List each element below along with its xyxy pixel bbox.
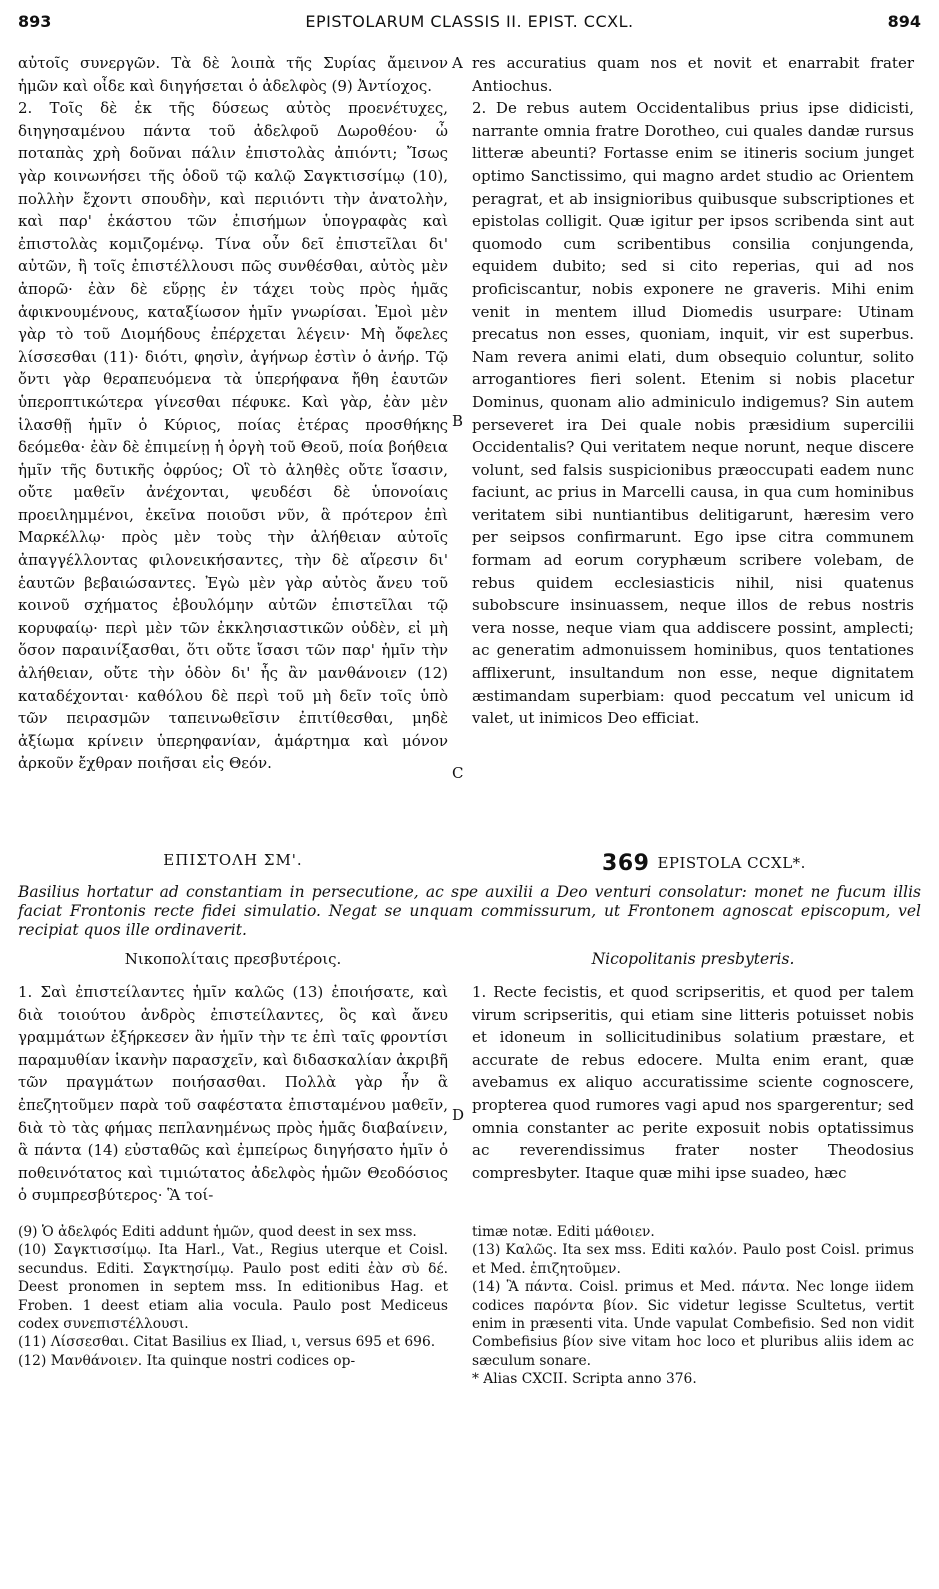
latin-epistle-title: EPISTOLA CCXL*. [657, 854, 806, 872]
prev-letter-greek-column [18, 52, 448, 775]
epistle-latin-column [472, 981, 914, 1184]
right-page-number: 894 [887, 12, 921, 31]
prev-letter-latin-column [472, 52, 914, 730]
latin-paragraph: 1. Recte fecistis, et quod scripseritis, et quod per talem virum scripseritis, qui etiam sine litteris potuisset nobis et idoneum in sollicitudinibus solatium præstare, et accurate de rebus edocere. Multa enim erant, quæ avebamus ex aliquo accuratissime sciente cognoscere, propterea quod rumores vagi apud nos spargerentur; sed omnia constanter ac perite exposuit nobis optatissimus ac reverendissimus frater noster Theodosius compresbyter. Itaque quæ mihi ipse suadeo, hæc [472, 983, 914, 1182]
greek-paragraph: 1. Σαὶ ἐπιστείλαντες ἡμῖν καλῶς (13) ἐποιήσατε, καὶ διὰ τοιούτου ἀνδρὸς ἐπιστείλαντες, ὃς καὶ ἄνευ γραμμάτων ἐξήρκεσεν ἂν ἡμῖν τὴν τε ἐπὶ ταῖς φροντίσι παραμυθίαν ἱκανὴν παρασχεῖν, καὶ διδασκαλίαν ἀκριβῆ τῶν πραγμάτων ποιήσασθαι. Πολλὰ γὰρ ἦν ἃ ἐπεζητοῦμεν παρὰ τοῦ σαφέστατα ἐπισταμένου μαθεῖν, διὰ τὸ τὰς φήμας πεπλανημένως πρὸς ἡμᾶς διαβαίνειν, ἃ πάντα (14) εὐσταθῶς καὶ ἐμπείρως διηγήσατο ἡμῖν ὁ ποθεινότατος καὶ τιμιώτατος ἀδελφὸς ἡμῶν Θεοδόσιος ὁ συμπρεσβύτερος· Ἃ τοί- [18, 983, 448, 1205]
footnote: (11) Λίσσεσθαι. Citat Basilius ex Iliad, ι, versus 695 et 696. [18, 1334, 436, 1351]
footnote: (9) Ὁ ἀδελφός Editi addunt ἡμῶν, quod deest in sex mss. [18, 1224, 417, 1240]
left-page-number: 893 [18, 12, 52, 31]
greek-paragraph: αὐτοῖς συνεργῶν. Τὰ δὲ λοιπὰ τῆς Συρίας ἄμεινον ἡμῶν καὶ οἶδε καὶ διηγήσεται ὁ ἀδελφὸς (9) Ἀντίοχος. [18, 54, 448, 95]
footnote: timæ notæ. Editi μάθοιεν. [472, 1224, 655, 1240]
latin-paragraph: 2. De rebus autem Occidentalibus prius ipse didicisti, narrante omnia fratre Dorotheo, cui quales dandæ rursus litteræ abeunti? Fortasse enim se itineris socium junget optimo Sanctissimo, qui magno ardet studio ac Orientem peragrat, et ab insignioribus quibusque subscriptiones et epistolas colligit. Quæ igitur per ipsos scribenda sint aut quomodo cum scribentibus consilia conjungenda, equidem dubito; sed si cito reperias, qui ad nos proficiscantur, nobis exponere ne graveris. Mihi enim venit in mentem illud Diomedis usurpare: Utinam precatus non esses, quoniam, inquit, vir est superbus. Nam revera animi elati, dum obsequio coluntur, solito arrogantiores fieri solent. Etenim si nobis placetur Dominus, quonam alio adminiculo indigemus? Sin autem perseveret ira Dei quale nobis præsidium supercilii Occidentalis? Qui veritatem neque norunt, neque discere volunt, sed falsis suspicionibus præoccupati eadem nunc faciunt, ac prius in Marcelli causa, in qua cum hominibus veritatem sibi nuntiantibus delitigarunt, hæresim vero per seipsos confirmarunt. Ego ipse citra communem formam ad eorum coryphæum scribere volebam, de rebus quidem ecclesiasticis nihil, nisi quatenus subobscure insinuassem, neque illos de rebus nostris vera nosse, neque viam qua addiscere possint, amplecti; ac generatim admonuissem hominibus, quos tentationes afflixerunt, insultandum non esse, neque dignitatem æstimandam superbiam: quod peccatum vel unicum id valet, ut inimicos Deo efficiat. [472, 99, 914, 728]
footnotes-left [18, 1223, 448, 1370]
margin-marker-a: A [452, 54, 463, 72]
latin-epistle-heading [472, 851, 936, 876]
latin-address: Nicopolitanis presbyteris. [591, 950, 795, 968]
footnote: (14) Ἃ πάντα. Coisl. primus et Med. πάντα. Nec longe iidem codices παρόντα βίον. Sic videtur legisse Scultetus, vertit enim in præsenti vita. Unde vapulat Combefisio. Sed non vidit Combefisius βίον sive vitam hoc loco et pluribus aliis idem ac sæculum sonare. [472, 1279, 914, 1369]
footnote: (13) Καλῶς. Ita sex mss. Editi καλόν. Paulo post Coisl. primus et Med. ἐπιζητοῦμεν. [472, 1242, 914, 1277]
epistle-greek-column [18, 981, 448, 1207]
greek-epistle-heading: ΕΠΙΣΤΟΛΗ ΣΜ'. [163, 851, 303, 869]
epistle-number: 369 [602, 851, 650, 876]
epistle-summary: Basilius hortatur ad constantiam in persecutione, ac spe auxilii a Deo venturi consolatur: monet ne fucum illis faciat Frontonis recte fidei simulatio. Negat se unquam commissurum, ut Frontonem agnoscat episcopum, vel recipiat quos ille ordinaverit. [18, 883, 921, 939]
running-header [18, 12, 921, 36]
margin-marker-c: C [452, 764, 464, 782]
epistle-heading-row [18, 851, 921, 879]
running-title: EPISTOLARUM CLASSIS II. EPIST. CCXL. [305, 12, 634, 31]
footnotes-right [472, 1223, 914, 1389]
footnote: (12) Μανθάνοιεν. Ita quinque nostri codices op- [18, 1352, 356, 1369]
footnote: (10) Σαγκτισσίμῳ. Ita Harl., Vat., Regius uterque et Coisl. secundus. Editi. Σαγκτησίμῳ. Paulo post editi ἐὰν σὺ δέ. Deest pronomen in septem mss. In editionibus Hag. et Froben. 1 deest etiam alia vocula. Paulo post Mediceus codex συνεπιστέλλουσι. [18, 1242, 448, 1333]
margin-marker-d: D [452, 1106, 465, 1124]
greek-address: Νικοπολίταις πρεσβυτέροις. [124, 950, 342, 968]
greek-paragraph: 2. Τοῖς δὲ ἐκ τῆς δύσεως αὐτὸς προενέτυχες, διηγησαμένου πάντα τοῦ ἀδελφοῦ Δωροθέου· ὦ ποταπὰς χρὴ δοῦναι πάλιν ἐπιστολὰς ἀπιόντι; Ἴσως γὰρ κοινωνήσει τῆς ὁδοῦ τῷ καλῷ Σαγκτισσίμῳ (10), πολλὴν ἔχοντι σπουδὴν, καὶ περιιόντι τὴν ἀνατολὴν, καὶ παρ' ἑκάστου τῶν ἐπισήμων ὑπογραφὰς καὶ ἐπιστολὰς κομιζομένῳ. Τίνα οὖν δεῖ ἐπιστεῖλαι δι' αὐτῶν, ἢ τοῖς ἐπιστέλλουσι πῶς συνθέσθαι, αὐτὸς μὲν ἀπορῶ· ἐὰν δὲ εὕρῃς ἐν τάχει τοὺς πρὸς ἡμᾶς ἀφικνουμένους, καταξίωσον ἡμῖν γνωρίσαι. Ἐμοὶ μὲν γὰρ τὸ τοῦ Διομήδους ἐπέρχεται λέγειν· Μὴ ὄφελες λίσσεσθαι (11)· διότι, φησὶν, ἀγήνωρ ἐστὶν ὁ ἀνήρ. Τῷ ὄντι γὰρ θεραπευόμενα τὰ ὑπερήφανα ἤθη ἑαυτῶν ὑπεροπτικώτερα γίνεσθαι πέφυκε. Καὶ γὰρ, ἐὰν μὲν ἱλασθῇ ἡμῖν ὁ Κύριος, ποίας ἑτέρας προσθήκης δεόμεθα· ἐὰν δὲ ἐπιμείνῃ ἡ ὀργὴ τοῦ Θεοῦ, ποία βοήθεια ἡμῖν τῆς δυτικῆς ὀφρύος; Οἳ τὸ ἀληθὲς οὔτε ἴσασιν, οὔτε μαθεῖν ἀνέχονται, ψευδέσι δὲ ὑπονοίαις προειλημμένοι, ἐκεῖνα ποιοῦσι νῦν, ἃ πρότερον ἐπὶ Μαρκέλλῳ· πρὸς μὲν τοὺς τὴν ἀλήθειαν αὐτοῖς ἀπαγγέλλοντας φιλονεικήσαντες, τὴν δὲ αἵρεσιν δι' ἑαυτῶν βεβαιώσαντες. Ἐγὼ μὲν γὰρ αὐτὸς ἄνευ τοῦ κοινοῦ σχήματος ἐβουλόμην αὐτῶν ἐπιστεῖλαι τῷ κορυφαίῳ· περὶ μὲν τῶν ἐκκλησιαστικῶν οὐδὲν, εἰ μὴ ὅσον παραινίξασθαι, ὅτι οὔτε ἴσασι τῶν παρ' ἡμῖν τὴν ἀλήθειαν, οὔτε τὴν ὁδὸν δι' ἧς ἂν μανθάνοιεν (12) καταδέχονται· καθόλου δὲ περὶ τοῦ μὴ δεῖν τοῖς ὑπὸ τῶν πειρασμῶν ταπεινωθεῖσιν ἐπιτίθεσθαι, μηδὲ ἀξίωμα κρίνειν ὑπερηφανίαν, ἁμάρτημα καὶ μόνον ἀρκοῦν ἔχθραν ποιῆσαι εἰς Θεόν. [18, 99, 448, 773]
footnote: * Alias CXCII. Scripta anno 376. [472, 1371, 697, 1388]
margin-marker-b: B [452, 412, 464, 430]
latin-paragraph: res accuratius quam nos et novit et enarrabit frater Antiochus. [472, 54, 914, 95]
